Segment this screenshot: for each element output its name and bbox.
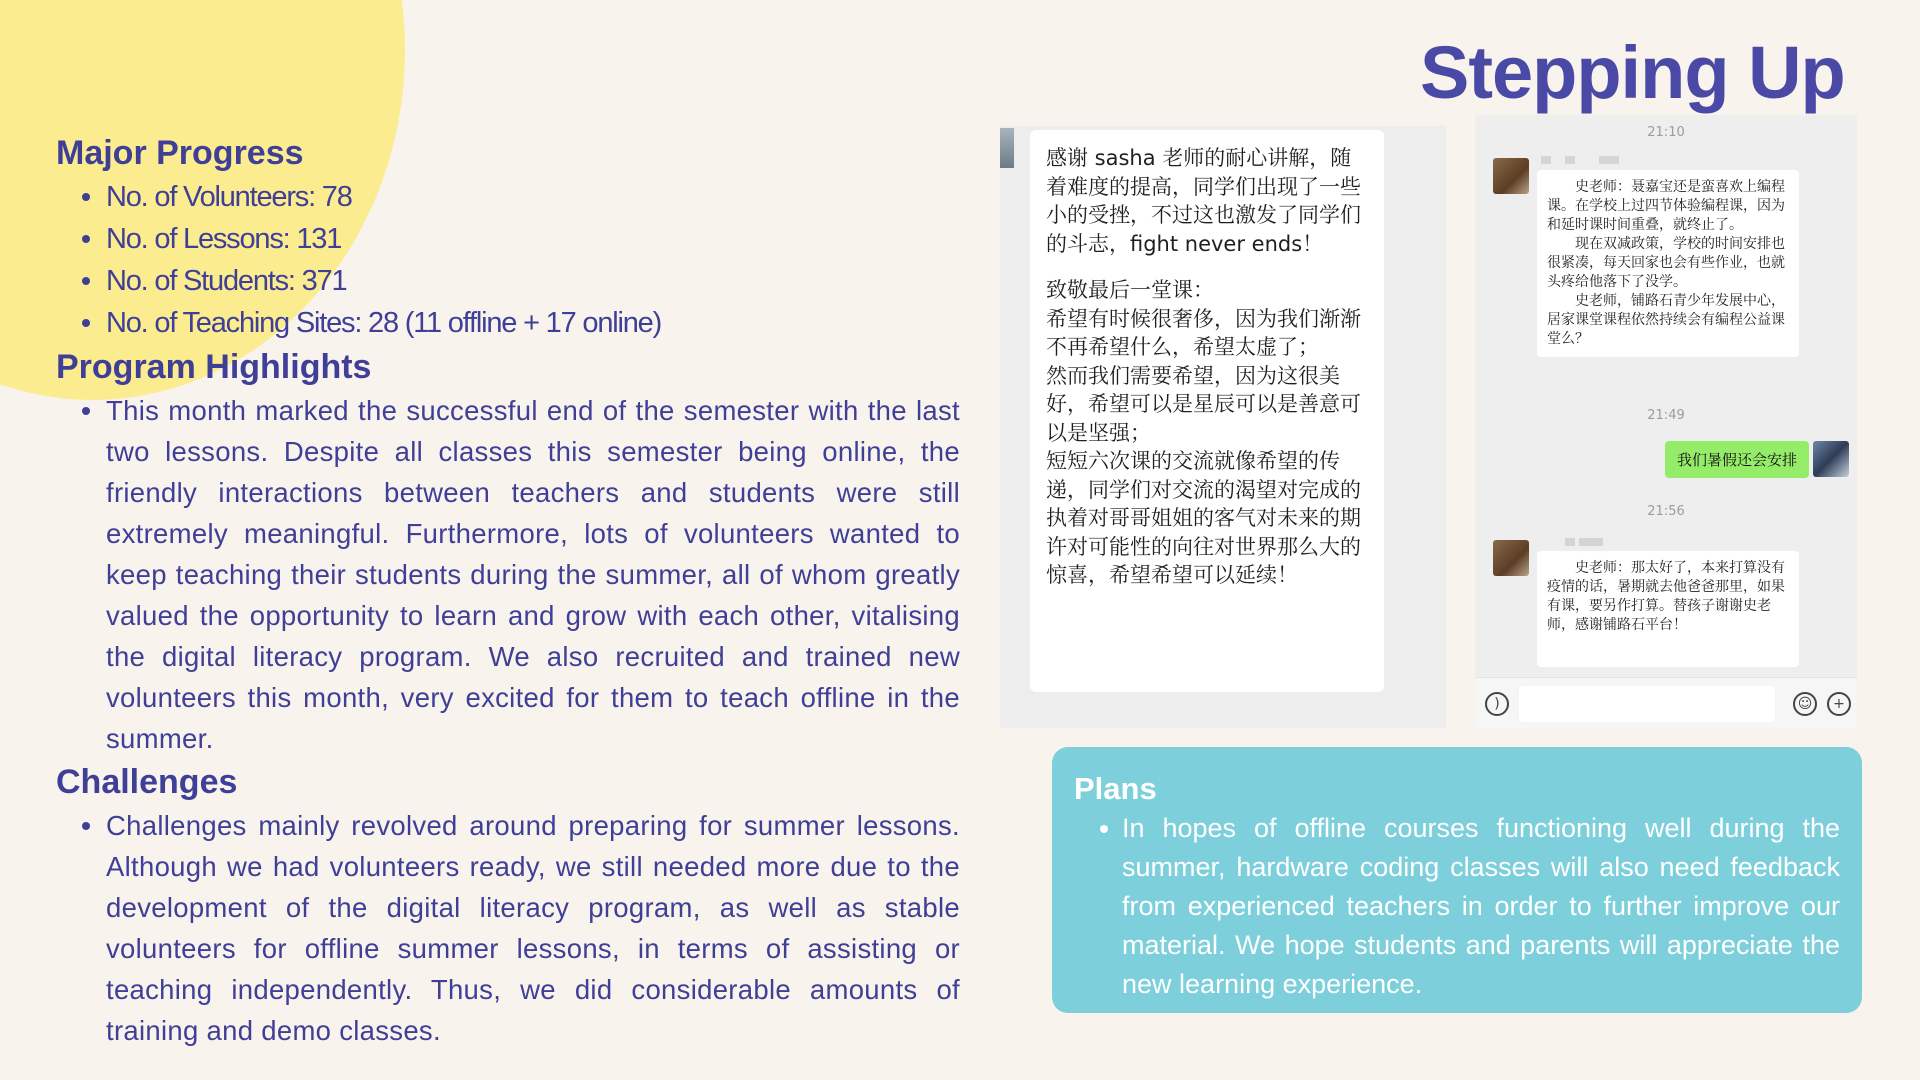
avatar xyxy=(1813,441,1849,477)
chat-message-line: 希望有时候很奢侈，因为我们渐渐不再希望什么，希望太虚了； xyxy=(1046,306,1361,359)
chat-message-line: 然而我们需要希望，因为这很美好，希望可以是星辰可以是善意可以是坚强； xyxy=(1046,363,1361,445)
chat-message-para: 史老师：聂嘉宝还是蛮喜欢上编程课。在学校上过四节体验编程课，因为和延时课时间重叠，就终止了。 xyxy=(1547,179,1785,233)
page-title: Stepping Up xyxy=(1420,31,1845,114)
program-highlights-heading: Program Highlights xyxy=(56,348,372,386)
major-progress-list xyxy=(106,176,960,344)
chat-message-bubble xyxy=(1537,551,1799,667)
plans-card xyxy=(1052,747,1862,1013)
avatar-partial-image xyxy=(1000,128,1014,168)
challenges-text: Challenges mainly revolved around preparing for summer lessons. Although we had volunteers ready, we still needed more due to the development of the digital literacy program, as well as stable volunteers for offline summer lessons, in terms of assisting or teaching independently. Thus, we did considerable amounts of training and demo classes. xyxy=(106,805,960,1051)
chat-message-bubble xyxy=(1030,130,1384,692)
avatar xyxy=(1493,540,1529,576)
plans-heading: Plans xyxy=(1074,771,1157,806)
program-highlights-text: This month marked the successful end of the semester with the last two lessons. Despite all classes this semester being online, the friendly interactions between teachers and students were still extremely meaningful. Furthermore, lots of volunteers wanted to keep teaching their students during the summer, all of whom greatly valued the opportunity to learn and grow with each other, vitalising the digital literacy program. We also recruited and trained new volunteers this month, very excited for them to teach offline in the summer. xyxy=(106,390,960,759)
avatar xyxy=(1493,158,1529,194)
chat-message-para1: 感谢 sasha 老师的耐心讲解，随着难度的提高，同学们出现了一些小的受挫，不过这也激发了同学们的斗志，fight never ends！ xyxy=(1046,146,1361,256)
program-highlights-list xyxy=(106,390,960,759)
progress-item-volunteers: No. of Volunteers: 78 xyxy=(106,176,960,218)
chat-message-para: 史老师，铺路石青少年发展中心，居家课堂课程依然持续会有编程公益课堂么？ xyxy=(1547,293,1785,347)
chat-timestamp: 21:10 xyxy=(1647,125,1685,140)
plans-text: In hopes of offline courses functioning well during the summer, hardware coding classes will also need feedback from experienced teachers in order to further improve our material. We hope students and parents will appreciate the new learning experience. xyxy=(1122,809,1840,1004)
chat-message-line: 短短六次课的交流就像希望的传递，同学们对交流的渴望对完成的执着对哥哥姐姐的客气对未来的期许对可能性的向往对世界那么大的惊喜，希望希望可以延续！ xyxy=(1046,449,1361,587)
chat-timestamp: 21:56 xyxy=(1647,504,1685,519)
challenges-heading: Challenges xyxy=(56,763,238,801)
chat-message-para: 史老师：那太好了，本来打算没有疫情的话，暑期就去他爸爸那里，如果有课，要另作打算。替孩子谢谢史老师，感谢铺路石平台！ xyxy=(1547,560,1785,633)
chat-reply-bubble: 我们暑假还会安排 xyxy=(1665,441,1809,478)
chat-message-bubble xyxy=(1537,170,1799,357)
chat-input-bar xyxy=(1475,677,1857,729)
progress-item-teaching-sites: No. of Teaching Sites: 28 (11 offline + 17 online) xyxy=(106,302,960,344)
progress-item-students: No. of Students: 371 xyxy=(106,260,960,302)
progress-item-lessons: No. of Lessons: 131 xyxy=(106,218,960,260)
chat-message-para: 现在双减政策，学校的时间安排也很紧凑，每天回家也会有些作业，也就头疼给他落下了没学。 xyxy=(1547,236,1785,290)
chat-screenshot-2 xyxy=(1475,115,1857,729)
chat-timestamp: 21:49 xyxy=(1647,408,1685,423)
plans-list xyxy=(1122,809,1840,1004)
left-column xyxy=(56,132,960,1051)
challenges-list xyxy=(106,805,960,1051)
major-progress-heading: Major Progress xyxy=(56,134,304,172)
voice-icon[interactable]: ) xyxy=(1485,692,1509,716)
emoji-icon[interactable]: ☺ xyxy=(1793,692,1817,716)
plus-icon[interactable]: + xyxy=(1827,692,1851,716)
chat-message-line: 致敬最后一堂课： xyxy=(1046,278,1214,302)
chat-screenshot-1 xyxy=(1000,126,1446,728)
chat-input-field[interactable] xyxy=(1519,686,1775,722)
